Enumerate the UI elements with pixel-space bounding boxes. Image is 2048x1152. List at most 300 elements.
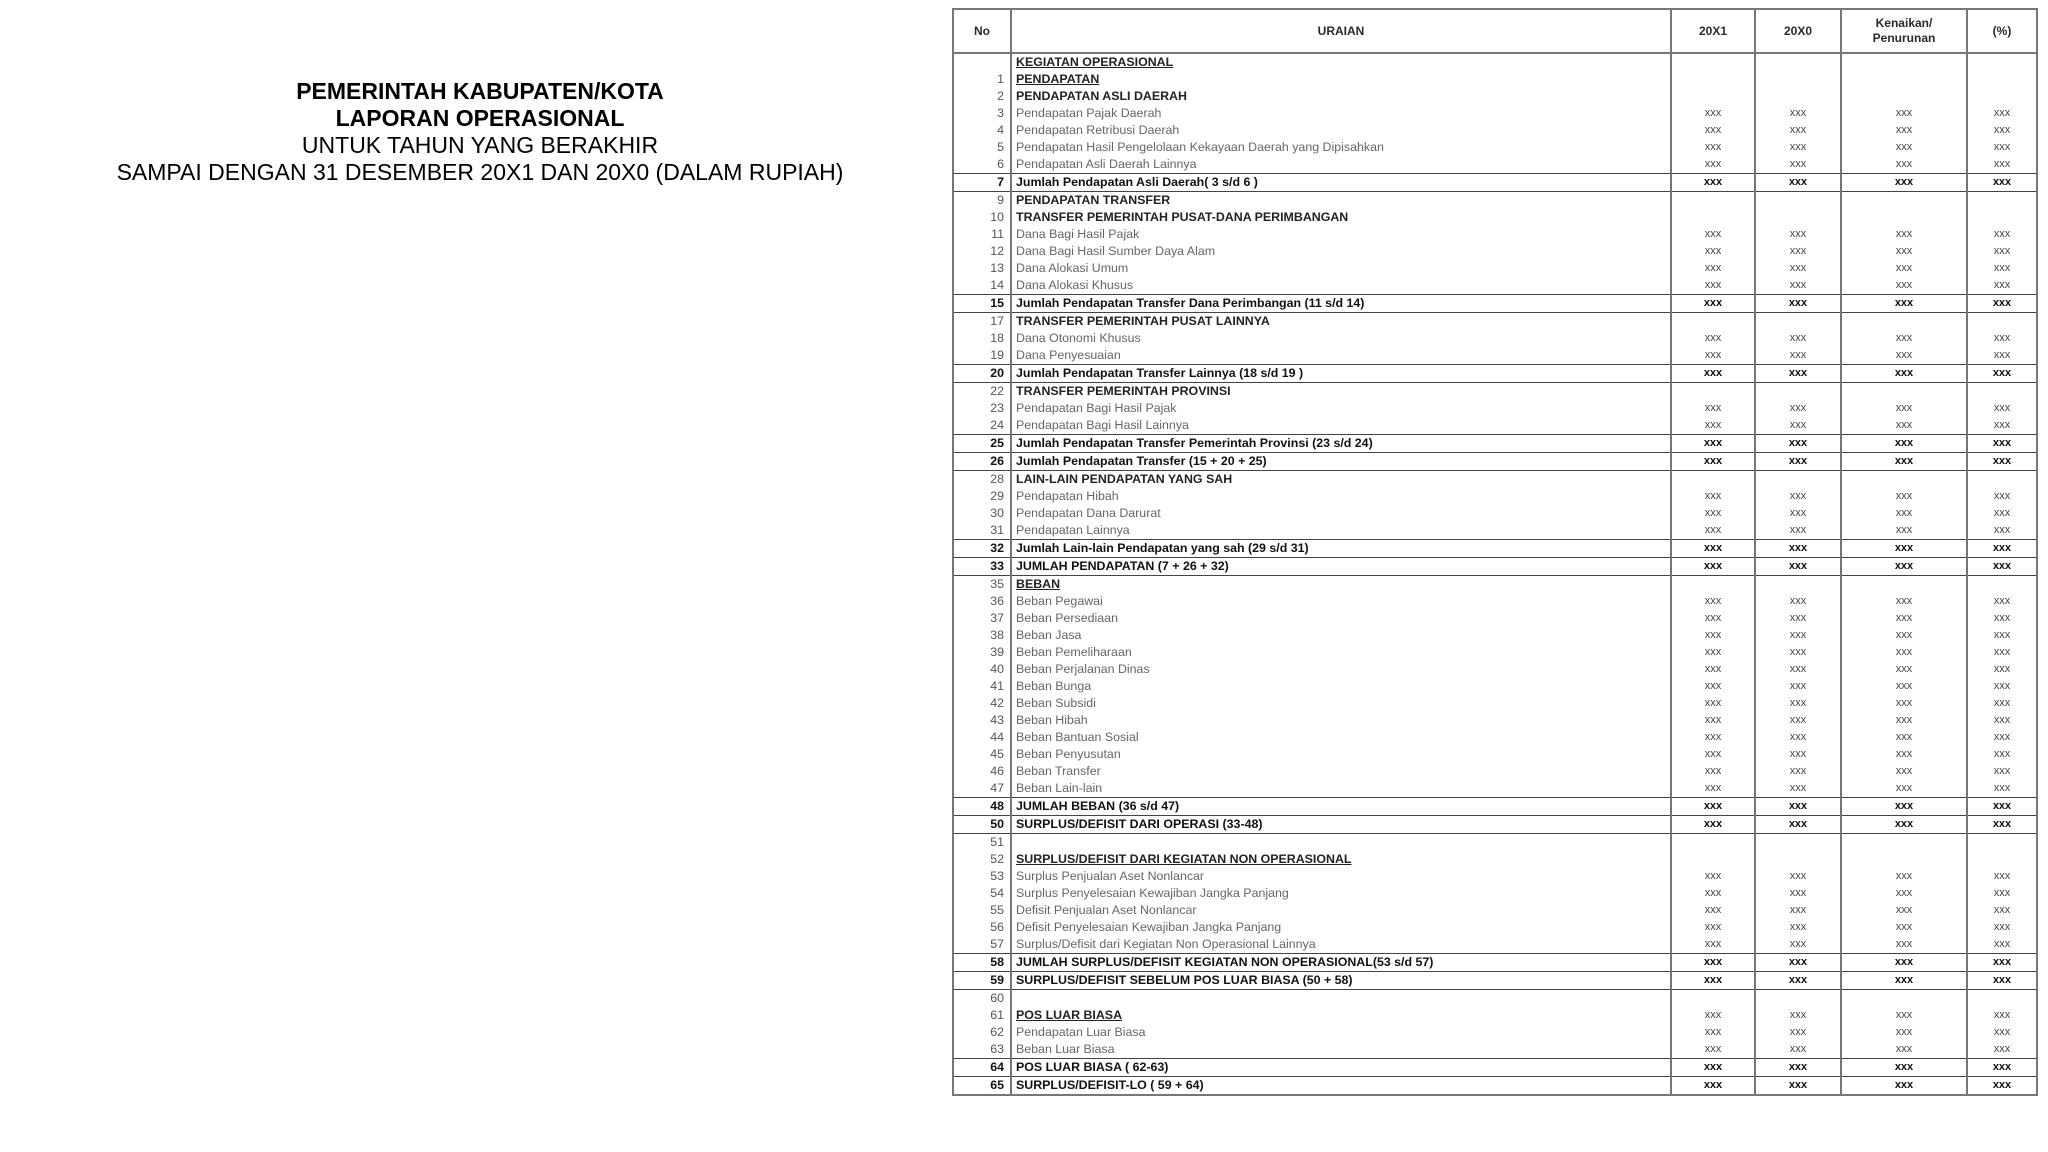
row-number: 46 (953, 763, 1011, 780)
row-description (1011, 834, 1671, 852)
row-number: 4 (953, 122, 1011, 139)
value-20x1: xxx (1671, 644, 1755, 661)
value-change: xxx (1841, 260, 1967, 277)
value-20x1: xxx (1671, 1041, 1755, 1059)
value-20x0: xxx (1755, 435, 1841, 453)
value-20x1: xxx (1671, 330, 1755, 347)
value-percent: xxx (1967, 885, 2037, 902)
row-number: 62 (953, 1024, 1011, 1041)
row-description: Defisit Penjualan Aset Nonlancar (1011, 902, 1671, 919)
value-change: xxx (1841, 453, 1967, 471)
value-20x0: xxx (1755, 277, 1841, 295)
row-number: 1 (953, 71, 1011, 88)
heading-period-line2: SAMPAI DENGAN 31 DESEMBER 20X1 DAN 20X0 (DALAM RUPIAH) (116, 159, 844, 185)
total-row (953, 972, 2037, 990)
row-description: JUMLAH PENDAPATAN (7 + 26 + 32) (1011, 558, 1671, 576)
row-number: 14 (953, 277, 1011, 295)
value-percent: xxx (1967, 610, 2037, 627)
value-20x1: xxx (1671, 453, 1755, 471)
value-20x0: xxx (1755, 627, 1841, 644)
table-row (953, 488, 2037, 505)
row-number: 60 (953, 990, 1011, 1008)
row-description: Surplus Penyelesaian Kewajiban Jangka Panjang (1011, 885, 1671, 902)
row-description: JUMLAH BEBAN (36 s/d 47) (1011, 798, 1671, 816)
value-percent (1967, 471, 2037, 489)
row-number: 39 (953, 644, 1011, 661)
row-number: 11 (953, 226, 1011, 243)
row-number: 31 (953, 522, 1011, 540)
table-header-row (953, 9, 2037, 53)
value-20x0: xxx (1755, 763, 1841, 780)
row-description: Pendapatan Hibah (1011, 488, 1671, 505)
total-row (953, 295, 2037, 313)
row-number (953, 53, 1011, 71)
table-row (953, 53, 2037, 71)
value-20x1: xxx (1671, 954, 1755, 972)
row-description: JUMLAH SURPLUS/DEFISIT KEGIATAN NON OPERASIONAL(53 s/d 57) (1011, 954, 1671, 972)
table-row (953, 936, 2037, 954)
value-percent: xxx (1967, 417, 2037, 435)
row-description: Surplus/Defisit dari Kegiatan Non Operasional Lainnya (1011, 936, 1671, 954)
value-percent: xxx (1967, 798, 2037, 816)
value-change: xxx (1841, 417, 1967, 435)
row-number: 55 (953, 902, 1011, 919)
value-20x1 (1671, 53, 1755, 71)
table-row (953, 347, 2037, 365)
value-20x0: xxx (1755, 593, 1841, 610)
value-20x1 (1671, 192, 1755, 210)
table-row (953, 661, 2037, 678)
row-number: 20 (953, 365, 1011, 383)
value-20x1: xxx (1671, 868, 1755, 885)
value-change (1841, 990, 1967, 1008)
value-change (1841, 383, 1967, 401)
value-20x1 (1671, 88, 1755, 105)
row-description: TRANSFER PEMERINTAH PUSAT LAINNYA (1011, 313, 1671, 331)
row-number: 12 (953, 243, 1011, 260)
value-20x1: xxx (1671, 243, 1755, 260)
col-header-20x1: 20X1 (1671, 9, 1755, 53)
value-20x1: xxx (1671, 678, 1755, 695)
row-description: SURPLUS/DEFISIT DARI OPERASI (33-48) (1011, 816, 1671, 834)
row-number: 23 (953, 400, 1011, 417)
row-number: 26 (953, 453, 1011, 471)
value-change: xxx (1841, 712, 1967, 729)
value-change: xxx (1841, 1077, 1967, 1096)
value-20x0 (1755, 88, 1841, 105)
value-20x0: xxx (1755, 936, 1841, 954)
value-change: xxx (1841, 226, 1967, 243)
value-change: xxx (1841, 610, 1967, 627)
value-percent: xxx (1967, 400, 2037, 417)
value-20x0: xxx (1755, 540, 1841, 558)
value-20x1: xxx (1671, 627, 1755, 644)
table-row (953, 277, 2037, 295)
value-percent: xxx (1967, 277, 2037, 295)
total-row (953, 453, 2037, 471)
value-change: xxx (1841, 558, 1967, 576)
value-percent: xxx (1967, 156, 2037, 174)
table-row (953, 644, 2037, 661)
row-description: SURPLUS/DEFISIT-LO ( 59 + 64) (1011, 1077, 1671, 1096)
table-row (953, 902, 2037, 919)
row-description: SURPLUS/DEFISIT SEBELUM POS LUAR BIASA (50 + 58) (1011, 972, 1671, 990)
value-20x0: xxx (1755, 139, 1841, 156)
value-change: xxx (1841, 1024, 1967, 1041)
value-percent: xxx (1967, 139, 2037, 156)
value-change: xxx (1841, 936, 1967, 954)
value-change: xxx (1841, 105, 1967, 122)
table-row (953, 243, 2037, 260)
row-number: 19 (953, 347, 1011, 365)
total-row (953, 365, 2037, 383)
row-description: Pendapatan Dana Darurat (1011, 505, 1671, 522)
table-row (953, 834, 2037, 852)
row-description: PENDAPATAN ASLI DAERAH (1011, 88, 1671, 105)
value-20x0 (1755, 471, 1841, 489)
total-row (953, 174, 2037, 192)
total-row (953, 540, 2037, 558)
value-change: xxx (1841, 122, 1967, 139)
table-row (953, 868, 2037, 885)
value-20x1: xxx (1671, 174, 1755, 192)
value-20x0: xxx (1755, 522, 1841, 540)
row-number: 45 (953, 746, 1011, 763)
value-change: xxx (1841, 627, 1967, 644)
value-20x1: xxx (1671, 593, 1755, 610)
table-row (953, 192, 2037, 210)
value-change: xxx (1841, 1059, 1967, 1077)
value-percent: xxx (1967, 661, 2037, 678)
value-20x1: xxx (1671, 919, 1755, 936)
row-number: 54 (953, 885, 1011, 902)
row-description: Beban Persediaan (1011, 610, 1671, 627)
value-20x1: xxx (1671, 226, 1755, 243)
value-20x0 (1755, 209, 1841, 226)
value-20x0: xxx (1755, 156, 1841, 174)
value-percent: xxx (1967, 868, 2037, 885)
value-20x1: xxx (1671, 417, 1755, 435)
row-number: 22 (953, 383, 1011, 401)
value-change: xxx (1841, 902, 1967, 919)
value-20x0: xxx (1755, 417, 1841, 435)
value-20x1: xxx (1671, 1024, 1755, 1041)
value-20x0 (1755, 576, 1841, 594)
row-description: Beban Luar Biasa (1011, 1041, 1671, 1059)
row-number: 47 (953, 780, 1011, 798)
value-percent: xxx (1967, 919, 2037, 936)
value-20x0: xxx (1755, 610, 1841, 627)
row-description: Dana Bagi Hasil Pajak (1011, 226, 1671, 243)
value-20x0 (1755, 851, 1841, 868)
value-20x1: xxx (1671, 156, 1755, 174)
value-percent (1967, 88, 2037, 105)
table-row (953, 226, 2037, 243)
value-change: xxx (1841, 1041, 1967, 1059)
row-description: Beban Hibah (1011, 712, 1671, 729)
row-description: Pendapatan Pajak Daerah (1011, 105, 1671, 122)
value-20x1: xxx (1671, 661, 1755, 678)
value-change: xxx (1841, 695, 1967, 712)
total-row (953, 1077, 2037, 1096)
value-20x1: xxx (1671, 816, 1755, 834)
value-20x0 (1755, 990, 1841, 1008)
value-change: xxx (1841, 780, 1967, 798)
table-row (953, 919, 2037, 936)
table-row (953, 156, 2037, 174)
row-number: 6 (953, 156, 1011, 174)
value-percent: xxx (1967, 558, 2037, 576)
row-description: Dana Alokasi Umum (1011, 260, 1671, 277)
value-20x1: xxx (1671, 885, 1755, 902)
value-percent: xxx (1967, 260, 2037, 277)
row-description: TRANSFER PEMERINTAH PUSAT-DANA PERIMBANGAN (1011, 209, 1671, 226)
value-percent: xxx (1967, 243, 2037, 260)
value-20x1: xxx (1671, 260, 1755, 277)
table-row (953, 330, 2037, 347)
value-20x0: xxx (1755, 729, 1841, 746)
value-change: xxx (1841, 954, 1967, 972)
value-percent: xxx (1967, 174, 2037, 192)
value-percent: xxx (1967, 505, 2037, 522)
row-description: Dana Alokasi Khusus (1011, 277, 1671, 295)
row-description: Pendapatan Bagi Hasil Pajak (1011, 400, 1671, 417)
value-20x0 (1755, 71, 1841, 88)
value-change: xxx (1841, 488, 1967, 505)
value-percent (1967, 990, 2037, 1008)
value-percent (1967, 71, 2037, 88)
value-20x1: xxx (1671, 798, 1755, 816)
row-description: Beban Jasa (1011, 627, 1671, 644)
row-number: 33 (953, 558, 1011, 576)
value-20x0: xxx (1755, 798, 1841, 816)
value-20x1: xxx (1671, 558, 1755, 576)
value-change: xxx (1841, 522, 1967, 540)
row-number: 37 (953, 610, 1011, 627)
value-20x0: xxx (1755, 885, 1841, 902)
value-percent: xxx (1967, 695, 2037, 712)
row-number: 59 (953, 972, 1011, 990)
row-description: Jumlah Pendapatan Transfer Dana Perimbangan (11 s/d 14) (1011, 295, 1671, 313)
value-20x1: xxx (1671, 746, 1755, 763)
value-20x0: xxx (1755, 661, 1841, 678)
value-change: xxx (1841, 885, 1967, 902)
row-description: Jumlah Lain-lain Pendapatan yang sah (29 s/d 31) (1011, 540, 1671, 558)
value-20x1: xxx (1671, 139, 1755, 156)
row-description: Jumlah Pendapatan Transfer (15 + 20 + 25) (1011, 453, 1671, 471)
row-number: 40 (953, 661, 1011, 678)
value-percent: xxx (1967, 330, 2037, 347)
value-20x0: xxx (1755, 1077, 1841, 1096)
table-row (953, 122, 2037, 139)
value-20x0 (1755, 53, 1841, 71)
value-20x0 (1755, 192, 1841, 210)
row-description: LAIN-LAIN PENDAPATAN YANG SAH (1011, 471, 1671, 489)
row-description: Pendapatan Luar Biasa (1011, 1024, 1671, 1041)
value-change: xxx (1841, 868, 1967, 885)
value-20x1: xxx (1671, 522, 1755, 540)
table-row (953, 209, 2037, 226)
table-row (953, 1041, 2037, 1059)
row-description: Pendapatan Retribusi Daerah (1011, 122, 1671, 139)
row-number: 10 (953, 209, 1011, 226)
table-row (953, 105, 2037, 122)
row-number: 30 (953, 505, 1011, 522)
value-change: xxx (1841, 816, 1967, 834)
value-percent (1967, 192, 2037, 210)
value-20x1: xxx (1671, 1059, 1755, 1077)
value-percent: xxx (1967, 746, 2037, 763)
table-row (953, 780, 2037, 798)
row-number: 43 (953, 712, 1011, 729)
value-20x1 (1671, 71, 1755, 88)
row-description: Dana Penyesuaian (1011, 347, 1671, 365)
value-percent (1967, 53, 2037, 71)
value-20x0: xxx (1755, 746, 1841, 763)
value-20x1: xxx (1671, 712, 1755, 729)
row-description: Defisit Penyelesaian Kewajiban Jangka Panjang (1011, 919, 1671, 936)
value-20x1: xxx (1671, 936, 1755, 954)
row-number: 15 (953, 295, 1011, 313)
value-20x1: xxx (1671, 505, 1755, 522)
table-row (953, 695, 2037, 712)
value-20x0 (1755, 834, 1841, 852)
value-20x1: xxx (1671, 277, 1755, 295)
value-change (1841, 71, 1967, 88)
value-20x1 (1671, 209, 1755, 226)
value-20x0: xxx (1755, 174, 1841, 192)
value-20x0: xxx (1755, 365, 1841, 383)
row-description: SURPLUS/DEFISIT DARI KEGIATAN NON OPERASIONAL (1011, 851, 1671, 868)
value-change: xxx (1841, 661, 1967, 678)
value-20x0: xxx (1755, 644, 1841, 661)
value-20x1: xxx (1671, 1077, 1755, 1096)
value-20x1: xxx (1671, 488, 1755, 505)
row-number: 24 (953, 417, 1011, 435)
table-row (953, 729, 2037, 746)
row-description: Beban Subsidi (1011, 695, 1671, 712)
table-row (953, 576, 2037, 594)
value-20x1: xxx (1671, 105, 1755, 122)
value-change (1841, 851, 1967, 868)
table-row (953, 678, 2037, 695)
value-change: xxx (1841, 400, 1967, 417)
col-header-change: Kenaikan/ Penurunan (1841, 9, 1967, 53)
value-20x0: xxx (1755, 226, 1841, 243)
row-number: 36 (953, 593, 1011, 610)
col-header-percent: (%) (1967, 9, 2037, 53)
value-20x0: xxx (1755, 868, 1841, 885)
row-description: Beban Penyusutan (1011, 746, 1671, 763)
value-20x0: xxx (1755, 400, 1841, 417)
heading-period-line1: UNTUK TAHUN YANG BERAKHIR (301, 132, 659, 158)
table-row (953, 593, 2037, 610)
value-20x1 (1671, 576, 1755, 594)
row-number: 28 (953, 471, 1011, 489)
value-20x1: xxx (1671, 695, 1755, 712)
row-number: 50 (953, 816, 1011, 834)
row-number: 41 (953, 678, 1011, 695)
col-header-20x0: 20X0 (1755, 9, 1841, 53)
heading-report-title: LAPORAN OPERASIONAL (335, 105, 625, 131)
value-20x0: xxx (1755, 954, 1841, 972)
row-number: 63 (953, 1041, 1011, 1059)
row-description: Beban Perjalanan Dinas (1011, 661, 1671, 678)
value-change (1841, 209, 1967, 226)
value-change: xxx (1841, 729, 1967, 746)
value-20x0: xxx (1755, 1007, 1841, 1024)
value-change: xxx (1841, 763, 1967, 780)
value-20x0: xxx (1755, 780, 1841, 798)
value-20x0: xxx (1755, 695, 1841, 712)
value-20x0: xxx (1755, 816, 1841, 834)
value-20x0: xxx (1755, 1041, 1841, 1059)
table-row (953, 627, 2037, 644)
value-percent: xxx (1967, 435, 2037, 453)
value-20x1: xxx (1671, 729, 1755, 746)
row-number: 38 (953, 627, 1011, 644)
row-number: 7 (953, 174, 1011, 192)
row-number: 29 (953, 488, 1011, 505)
value-change: xxx (1841, 435, 1967, 453)
value-percent: xxx (1967, 593, 2037, 610)
table-row (953, 471, 2037, 489)
value-percent: xxx (1967, 972, 2037, 990)
row-description: Beban Lain-lain (1011, 780, 1671, 798)
value-20x0: xxx (1755, 972, 1841, 990)
table-row (953, 383, 2037, 401)
value-20x1: xxx (1671, 972, 1755, 990)
value-20x0: xxx (1755, 902, 1841, 919)
row-number: 61 (953, 1007, 1011, 1024)
row-description: Beban Transfer (1011, 763, 1671, 780)
total-row (953, 798, 2037, 816)
value-change: xxx (1841, 174, 1967, 192)
row-number: 56 (953, 919, 1011, 936)
value-20x0 (1755, 313, 1841, 331)
value-percent: xxx (1967, 540, 2037, 558)
row-description: Pendapatan Hasil Pengelolaan Kekayaan Daerah yang Dipisahkan (1011, 139, 1671, 156)
value-change: xxx (1841, 330, 1967, 347)
table-row (953, 71, 2037, 88)
value-change: xxx (1841, 243, 1967, 260)
value-percent: xxx (1967, 729, 2037, 746)
value-20x1 (1671, 851, 1755, 868)
value-20x1 (1671, 313, 1755, 331)
row-number: 57 (953, 936, 1011, 954)
value-percent: xxx (1967, 644, 2037, 661)
row-description: Pendapatan Bagi Hasil Lainnya (1011, 417, 1671, 435)
value-20x1: xxx (1671, 435, 1755, 453)
value-percent: xxx (1967, 712, 2037, 729)
row-number: 18 (953, 330, 1011, 347)
row-description: KEGIATAN OPERASIONAL (1011, 53, 1671, 71)
value-percent: xxx (1967, 763, 2037, 780)
table-row (953, 1024, 2037, 1041)
row-description: Beban Bantuan Sosial (1011, 729, 1671, 746)
value-change: xxx (1841, 365, 1967, 383)
table-row (953, 851, 2037, 868)
heading-government: PEMERINTAH KABUPATEN/KOTA (296, 78, 664, 104)
row-description: PENDAPATAN (1011, 71, 1671, 88)
value-percent (1967, 834, 2037, 852)
value-20x1 (1671, 383, 1755, 401)
row-number: 64 (953, 1059, 1011, 1077)
value-percent: xxx (1967, 522, 2037, 540)
value-20x0: xxx (1755, 678, 1841, 695)
table-row (953, 1007, 2037, 1024)
value-percent: xxx (1967, 780, 2037, 798)
